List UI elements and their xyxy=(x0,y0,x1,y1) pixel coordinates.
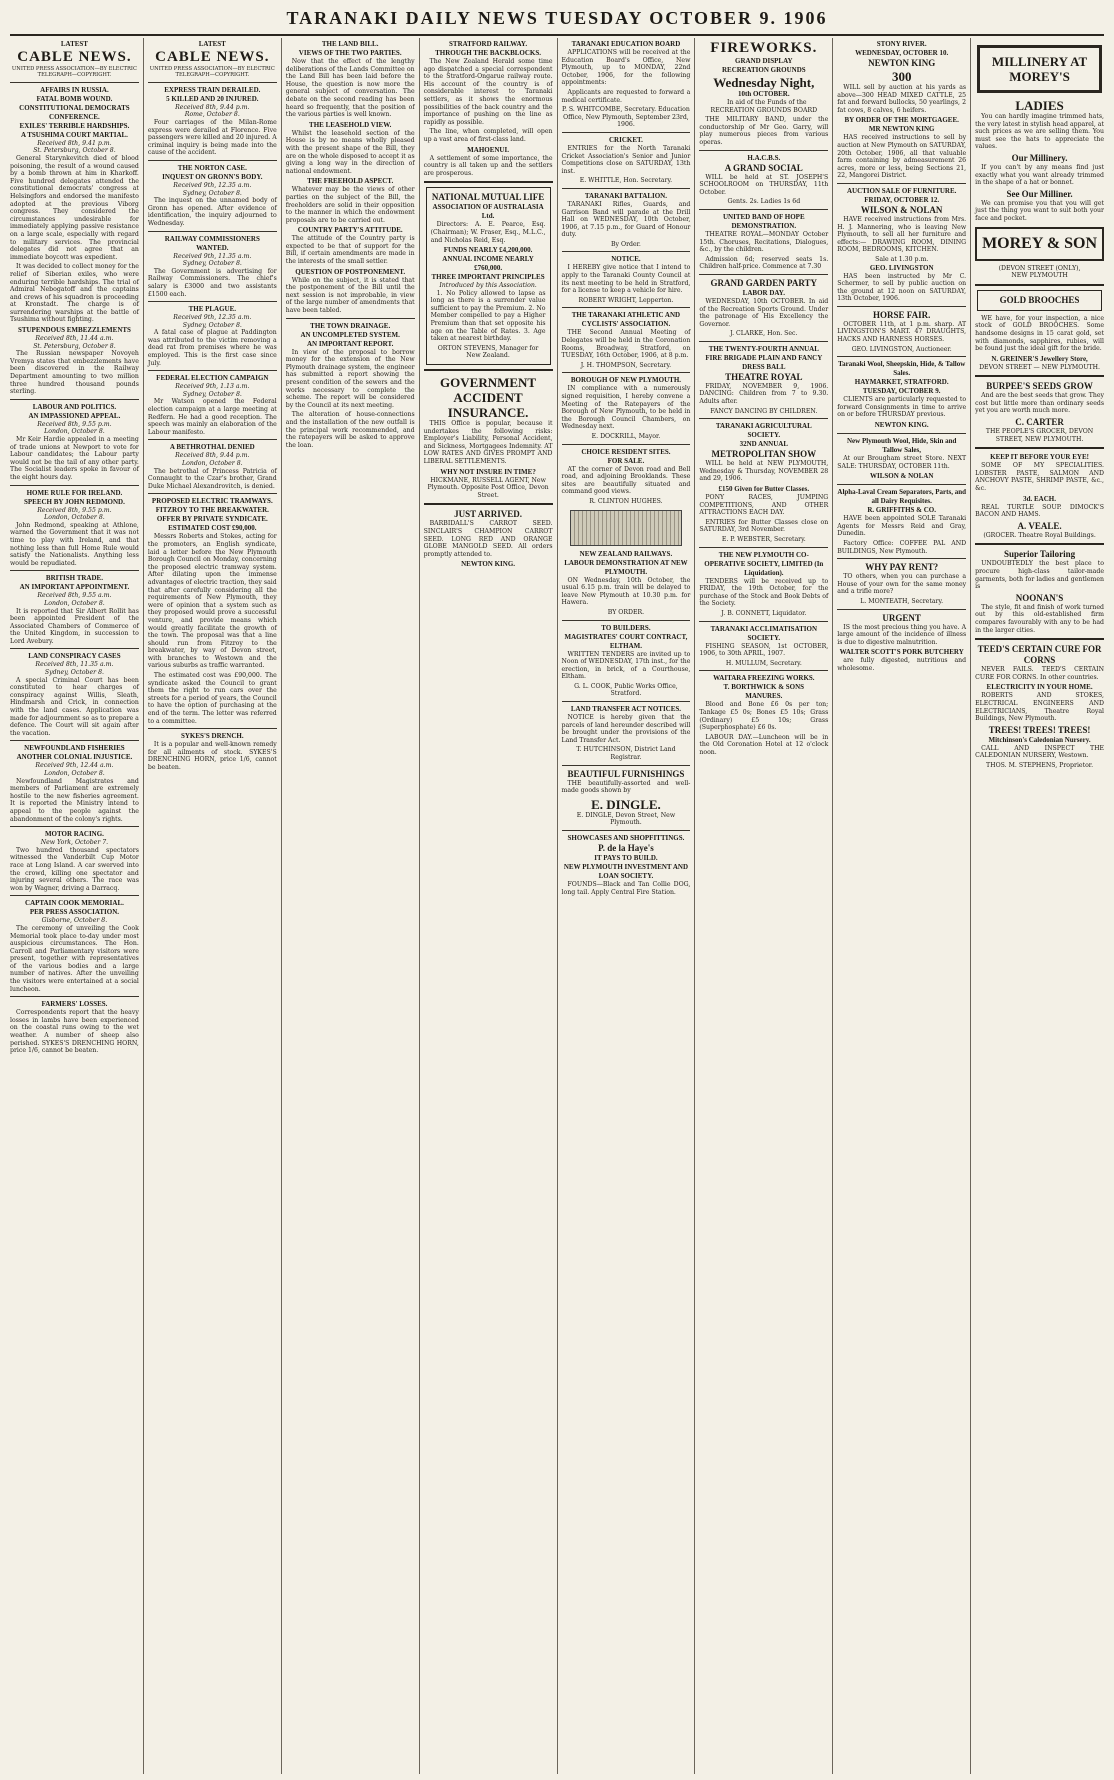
ad-text: TO others, when you can purchase a House of your own for the same money and a trifle more? xyxy=(837,573,967,596)
article-text: Correspondents report that the heavy losses in lambs have been experienced on the coastal runs owing to the wet weather. A number of sheep also perished. SYKES'S DRENCHING HORN, price 1/6, cannot be beaten. xyxy=(10,1009,139,1055)
notice-text: WRITTEN TENDERS are invited up to Noon of WEDNESDAY, 17th inst., for the erection, in brick, of a Courthouse, Eltham. xyxy=(561,650,691,681)
notice-text: IN compliance with a numerously signed requisition, I hereby convene a Meeting of the Ratepayers of the Borough of New Plymouth, to be held in the Borough Council Chambers, on Wednesday next. xyxy=(561,385,691,431)
subheading: FITZROY TO THE BREAKWATER. xyxy=(155,506,269,515)
article-heading: NEWFOUNDLAND FISHERIES xyxy=(24,744,125,753)
notice-heading: NEW ZEALAND RAILWAYS. xyxy=(579,549,673,558)
column-4 xyxy=(420,38,558,1774)
article-text: The inquest on the unnamed body of Gronn has opened. After evidence of identification, the inquiry adjourned to Wednesday. xyxy=(147,197,277,227)
ad-line: DEVON STREET — NEW PLYMOUTH. xyxy=(979,363,1101,371)
latest-label: LATEST xyxy=(198,40,226,48)
article-heading: STRATFORD RAILWAY. xyxy=(449,40,528,48)
ad-heading: NEWTON KING xyxy=(868,58,936,68)
ad-text: Blood and Bone £6 0s per ton; Tankage £5 0s; Bones £5 10s; Grass (Ordinary) £5 10s; Grass (Superphosphate) £6 0s. xyxy=(699,701,829,732)
article-heading: PROPOSED ELECTRIC TRAMWAYS. xyxy=(151,497,273,506)
article-heading: LABOUR AND POLITICS. xyxy=(32,402,117,411)
ad-text: CALL AND INSPECT THE CALEDONIAN NURSERY, Westown. xyxy=(975,744,1104,760)
notice-signature: J. H. THOMPSON, Secretary. xyxy=(580,361,672,369)
ad-heading: A. VEALE. xyxy=(1017,520,1062,531)
notice-text: Applicants are requested to forward a medical certificate. xyxy=(561,88,691,104)
notice-text: THE Second Annual Meeting of Delegates will be held in the Coronation Rooms, Broadway, Stratford, on TUESDAY, 16th October, 1906, at 8 p.m. xyxy=(561,329,691,360)
ad-heading: GOLD BROOCHES xyxy=(999,294,1080,305)
article-text: The New Zealand Herald some time ago dispatched a special correspondent to the Stratford-Ongarue railway route. His account of the country is of considerable interest to Taranaki settlers, as it shows the enormous possibilities of the back country and the importance of pushing on the line as rapidly as possible. xyxy=(423,58,553,126)
dateline: Sydney, October 8. xyxy=(182,321,242,329)
article-heading: LAND CONSPIRACY CASES xyxy=(28,652,121,661)
article-heading: THE PLAGUE. xyxy=(188,305,237,314)
dateline: St. Petersburg, October 8. xyxy=(33,342,116,350)
ad-text: At our Brougham street Store. NEXT SALE: THURSDAY, OCTOBER 11th. xyxy=(837,455,967,470)
ad-signature: HICKMANE, RUSSELL AGENT, New Plymouth. Opposite Post Office, Devon Street. xyxy=(427,476,549,499)
dateline: Received 8th, 9.55 a.m. xyxy=(37,592,112,600)
ad-subheading: 32ND ANNUAL xyxy=(739,440,789,449)
article-text: Whilst the leasehold section of the House is by no means wholly pleased with the present shape of the Bill, they are on the whole disposed to accept it as giving a long way in the direction of national endowment. xyxy=(285,129,415,175)
article-text: The betrothal of Princess Patricia of Connaught to the Czar's brother, Grand Duke Michael Alexandrovitch, is denied. xyxy=(147,467,277,490)
notice-signature: E. DOCKRILL, Mayor. xyxy=(591,432,661,440)
article-heading: A BETHROTHAL DENIED xyxy=(169,443,255,452)
ad-text: WILL be held at NEW PLYMOUTH, Wednesday & Thursday, NOVEMBER 28 and 29, 1906. xyxy=(699,460,829,483)
article-text: The attitude of the Country party is expected to be that of support for the Bill, if certain amendments are made in the interests of the small settler. xyxy=(285,235,415,266)
article-text: Now that the effect of the lengthy deliberations of the Lands Committee on the Land Bill has been laid before the House, the question is now more the general subject of conversation. The debate on the second reading has been heard so frequently, that the position of the various parties is well known. xyxy=(285,58,415,119)
ad-text: LABOUR DAY.—Luncheon will be in the Old Coronation Hotel at 12 o'clock noon. xyxy=(699,733,829,756)
subheading: ANOTHER COLONIAL INJUSTICE. xyxy=(16,753,133,762)
ad-heading: NEW PLYMOUTH INVESTMENT AND LOAN SOCIETY. xyxy=(563,863,689,880)
ad-text: THE beautifully-assorted and well-made goods shown by xyxy=(561,779,691,795)
ad-heading: Our Millinery. xyxy=(1011,152,1068,163)
ad-subheading: HAYMARKET, STRATFORD. xyxy=(854,378,949,387)
article-text: General Starynkevitch died of blood poisoning, the result of a wound caused by a bomb thrown at him in Kharkoff. Five hundred delegates attended the constitutional democrats' congress at Helsingfors and endorsed the manifesto adopted at the previous Viborg congress. They considered the circumstances undesirable for immediately applying passive resistance on a large scale, especially with regard to military services. The provincial delegates did not agree that an immediate boycott was expedient. xyxy=(10,155,139,261)
article-text: Mr Keir Hardie appealed in a meeting of trade unions at Newport to vote for Labour candidates; the Labour party would not be the tail of any other party. The Socialist leaders spoke in favour of the eight hours day. xyxy=(10,436,139,481)
subheading: FATAL BOMB WOUND. xyxy=(36,94,113,103)
columns xyxy=(6,38,1108,1774)
column-6 xyxy=(695,38,833,1774)
dateline: London, October 8. xyxy=(44,770,105,777)
ad-heading: THEATRE ROYAL xyxy=(725,371,803,382)
ad-heading: WHY PAY RENT? xyxy=(865,562,939,573)
ladies-heading: LADIES xyxy=(1015,98,1064,113)
ad-text: Admission 6d; reserved seats 1s. Children half-price. Commence at 7.30 xyxy=(699,255,829,271)
ad-heading: URGENT xyxy=(882,612,921,623)
notice-signature: By Order. xyxy=(610,240,641,248)
notice-text: FOUNDS—Black and Tan Collie DOG, long tail. Apply Central Fire Station. xyxy=(561,881,691,896)
notice-text: ON Wednesday, 10th October, the usual 6.15 p.m. train will be delayed to leave New Plymouth at 10.30 p.m. for Hawera. xyxy=(561,576,691,607)
article-text: A fatal case of plague at Paddington was attributed to the victim removing a dead rat from premises where he was employed. This is the first case since July. xyxy=(147,329,277,367)
article-heading: CAPTAIN COOK MEMORIAL. xyxy=(25,899,124,908)
ad-subheading: RECREATION GROUNDS xyxy=(721,66,806,74)
ad-text: 1. No Policy allowed to lapse as long as there is a surrender value sufficient to pay the Premium. 2. No Member compelled to pay a Higher Premium than that set opposite his age on the Table of Rates. 3. Age taken at nearest birthday. xyxy=(430,289,546,343)
ad-line: (GROCER. Theatre Royal Buildings. xyxy=(983,531,1096,539)
notice-heading: LAND TRANSFER ACT NOTICES. xyxy=(570,705,682,714)
ad-line: NEW PLYMOUTH xyxy=(1011,272,1068,280)
ad-text: The style, fit and finish of work turned out by this old-established firm compares favourably with any to be had in the larger cities. xyxy=(975,603,1104,634)
ad-heading: £150 Given for Butter Classes. xyxy=(718,485,810,494)
ad-subheading: BY ORDER OF THE MORTGAGEE. xyxy=(844,116,959,125)
article-heading: FEDERAL ELECTION CAMPAIGN xyxy=(156,374,269,383)
ad-heading: METROPOLITAN SHOW xyxy=(711,449,817,460)
fireworks-heading: FIREWORKS. xyxy=(710,40,818,56)
notice-subheading: LABOUR DEMONSTRATION AT NEW PLYMOUTH. xyxy=(564,558,688,576)
ad-text: THEATRE ROYAL—MONDAY October 15th. Choruses, Recitations, Dialogues, &c., by the children. xyxy=(699,230,829,254)
ad-line: Introduced by this Association. xyxy=(439,282,537,290)
ad-heading: 300 xyxy=(891,69,912,84)
ad-heading: NOONAN'S xyxy=(1015,592,1064,603)
masthead: TARANAKI DAILY NEWS TUESDAY OCTOBER 9. 1906 xyxy=(10,8,1104,36)
column-3 xyxy=(282,38,420,1774)
dateline: London, October 8. xyxy=(44,599,105,607)
ad-subheading: MANURES. xyxy=(745,692,783,701)
dateline: Received 8th, 9.41 p.m. xyxy=(37,139,112,147)
national-mutual-ad xyxy=(426,187,551,365)
ad-line: THREE IMPORTANT PRINCIPLES xyxy=(431,273,545,282)
dateline: Received 8th, 11.44 a.m. xyxy=(35,335,114,343)
latest-label: LATEST xyxy=(60,40,88,48)
article-heading: THE TOWN DRAINAGE. xyxy=(310,321,391,330)
dateline: Received 9th, 1.13 a.m. xyxy=(175,383,250,391)
train-illustration xyxy=(570,510,683,546)
ad-heading: 3d. EACH. xyxy=(1023,494,1056,503)
ad-signature: WILSON & NOLAN xyxy=(869,472,934,481)
article-text: Whatever may be the views of other parties on the subject of the Bill, the freeholders are solid in their opposition to the manner in which the endowment proposals are to be carried out. xyxy=(285,186,415,224)
notice-heading: TARANAKI EDUCATION BOARD xyxy=(571,40,681,48)
ad-signature: E. P. WEBSTER, Secretary. xyxy=(721,536,806,543)
ad-subheading: WEDNESDAY, OCTOBER 10. xyxy=(855,49,949,57)
millinery-heading: MILLINERY AT MOREY'S xyxy=(991,54,1088,84)
subheading: COUNTRY PARTY'S ATTITUDE. xyxy=(297,226,403,235)
subheading: MAHOENUI. xyxy=(467,145,509,154)
ad-heading: THE NEW PLYMOUTH CO-OPERATIVE SOCIETY, LIMITED (In Liquidation). xyxy=(704,550,824,577)
ad-text: WILL sell by auction at his yards as above—300 HEAD MIXED CATTLE, 25 fat and forward bullocks, 50 yearlings, 2 fat cows, 8 calves, 6 heifers. xyxy=(837,84,967,114)
dateline: Received 9th, 12.35 a.m. xyxy=(173,314,252,322)
notice-heading: TARANAKI BATTALION. xyxy=(584,191,667,200)
ad-text: UNDOUBTEDLY the best place to procure high-class tailor-made garments, both for ladies and gentlemen is xyxy=(975,560,1104,591)
ad-heading: IT PAYS TO BUILD. xyxy=(594,854,658,862)
ad-text: And are the best seeds that grow. They cost but little more than ordinary seeds yet you are worth much more. xyxy=(975,392,1104,415)
ad-signature: L. MONTEATH, Secretary. xyxy=(860,597,944,605)
ad-line: (DEVON STREET (ONLY), xyxy=(998,264,1081,272)
ad-heading: N. GREINER'S Jewellery Store, xyxy=(991,354,1088,363)
ad-heading: TARANAKI ACCLIMATISATION SOCIETY. xyxy=(710,624,817,642)
notice-signature: P. S. WHITCOMBE, Secretary. Education Office, New Plymouth, September 23rd, 1906. xyxy=(562,106,690,129)
article-heading: THE LAND BILL. xyxy=(321,40,379,48)
subheading: VIEWS OF THE TWO PARTIES. xyxy=(298,49,402,57)
notice-heading: NOTICE. xyxy=(611,255,641,264)
ad-text: OCTOBER 11th, at 1 p.m. sharp. AT LIVINGSTON'S MART. 47 DRAUGHTS, HACKS AND HARNESS HORSES. xyxy=(837,320,967,344)
ad-signature: NEWTON KING. xyxy=(874,421,929,430)
subheading: PER PRESS ASSOCIATION. xyxy=(29,908,120,917)
ad-heading: KEEP IT BEFORE YOUR EYE! xyxy=(990,453,1089,462)
ad-heading: TARANAKI AGRICULTURAL SOCIETY. xyxy=(715,422,812,440)
article-heading: MOTOR RACING. xyxy=(44,830,104,839)
assoc-line: UNITED PRESS ASSOCIATION—BY ELECTRIC TELEGRAPH—COPYRIGHT. xyxy=(149,66,275,79)
ad-text: are fully digested, nutritious and wholesome. xyxy=(837,657,967,672)
ad-heading: See Our Milliner. xyxy=(1006,188,1073,199)
ad-line: ANNUAL INCOME NEARLY £760,000. xyxy=(442,255,534,273)
article-text: It is a popular and well-known remedy for all ailments of stock. SYKES'S DRENCHING HORN, price 1/6, cannot be beaten. xyxy=(147,741,277,771)
ad-text: HAVE received instructions from Mrs. H. J. Mannering, who is leaving New Plymouth, to sell all her furniture and effects:— DRAWING ROOM, DINING ROOM, BEDROOMS, KITCHEN. xyxy=(837,215,967,254)
ad-heading: WAITARA FREEZING WORKS. xyxy=(713,674,815,683)
ad-text: SOME OF MY SPECIALITIES. LOBSTER PASTE, SALMON AND ANCHOVY PASTE, SHRIMP PASTE, &c., &c. xyxy=(975,462,1104,493)
cable-news-heading: CABLE NEWS. xyxy=(17,49,132,65)
ad-subheading: TUESDAY, OCTOBER 9. xyxy=(862,387,941,396)
ad-text: BARBIDALL'S CARROT SEED. SINCLAIR'S CHAMPION CARROT SEED. LONG RED AND ORANGE GLOBE MANGOLD SEED. All orders promptly attended to. xyxy=(423,520,553,558)
subheading: AN IMPORTANT APPOINTMENT. xyxy=(19,583,130,592)
article-text: The Government is advertising for Railway Commissioners. The chief's salary is £3000 and two assistants £1500 each. xyxy=(147,267,277,298)
ad-subheading: 10th OCTOBER. xyxy=(738,90,790,98)
dateline: Received 8th, 9.55 p.m. xyxy=(37,420,112,428)
ad-text: NEVER FAILS. TEED'S CERTAIN CURE FOR CORNS. In other countries. xyxy=(975,666,1104,681)
subheading: A TSUSHIMA COURT MARTIAL. xyxy=(20,130,128,139)
notice-signature: ROBERT WRIGHT, Lepperton. xyxy=(578,296,674,304)
ad-text: HAVE been appointed SOLE Taranaki Agents for Messrs Reid and Gray, Dunedin. xyxy=(837,515,967,538)
ad-signature: J. B. CONNETT, Liquidator. xyxy=(721,609,807,617)
ad-text: PONY RACES, JUMPING COMPETITIONS, AND OTHER ATTRACTIONS EACH DAY. xyxy=(699,494,829,517)
ad-line: WHY NOT INSURE IN TIME? xyxy=(440,467,536,476)
notice-subheading: FOR SALE. xyxy=(607,456,645,465)
subheading: INQUEST ON GRONN'S BODY. xyxy=(162,172,263,181)
ad-heading: H.A.C.B.S. xyxy=(747,153,781,162)
ad-subheading: FRIDAY, OCTOBER 12. xyxy=(864,195,940,204)
ad-text: ROBERTS AND STOKES, ELECTRICAL ENGINEERS AND ELECTRICIANS, Theatre Royal Buildings, New Plymouth. xyxy=(975,692,1104,723)
ad-heading: WILSON & NOLAN xyxy=(860,204,943,215)
ad-text: You can hardly imagine trimmed hats, the very latest in stylish head apparel, at such prices as we are selling them. You must see the hats to appreciate the values. xyxy=(975,113,1104,151)
column-5 xyxy=(558,38,696,1774)
notice-signature: E. WHITTLE, Hon. Secretary. xyxy=(579,177,673,185)
dateline: Rome, October 8. xyxy=(184,111,240,119)
subheading: AN UNCOMPLETED SYSTEM. xyxy=(300,330,400,339)
article-text: Messrs Roberts and Stokes, acting for the promoters, an English syndicate, laid a letter before the New Plymouth Borough Council on Monday, concerning the proposed electric tramway system. After dilating upon the immense advantages of electric traction, they said that after carefully considering all the requirements of New Plymouth, they were of opinion that a system such as they proposed would prove a successful venture, and provide means which would greatly facilitate the growth of the town. The proposal was that a line should run from Fitzroy to the breakwater, by way of Devon street, with branches to Westown and the various suburbs as traffic warranted. xyxy=(147,533,277,670)
ad-text: In aid of the Funds of the RECREATION GROUNDS BOARD xyxy=(710,99,818,114)
column-1 xyxy=(6,38,144,1774)
ad-subheading: GRAND DISPLAY xyxy=(735,57,793,65)
dateline: Received 8th, 11.35 a.m. xyxy=(35,661,114,669)
dateline: Received 9th, 11.35 a.m. xyxy=(173,252,252,260)
article-text: It was decided to collect money for the relief of Siberian exiles, who were enduring terrible hardships. The trial of Admiral Nebogatoff and the captains and crews of his squadron is proceeding at Kronstadt. The charge is of surrendering warships at the battle of Tsushima without fighting. xyxy=(10,263,139,324)
ad-heading: MR NEWTON KING xyxy=(868,125,935,134)
subheading: THE LEASEHOLD VIEW. xyxy=(309,120,392,129)
ad-text: WILL be held at ST. JOSEPH'S SCHOOLROOM on THURSDAY, 11th October. xyxy=(699,173,829,196)
ad-signature: H. MULLUM, Secretary. xyxy=(725,659,802,667)
ad-heading: GEO. LIVINGSTON xyxy=(869,263,934,272)
notice-heading: THE TARANAKI ATHLETIC AND CYCLISTS' ASSOCIATION. xyxy=(571,311,681,329)
ad-heading: Taranaki Wool, Sheepskin, Hide, & Tallow Sales. xyxy=(838,360,966,378)
ad-text: WEDNESDAY, 10th OCTOBER. In aid of the Recreation Sports Ground. Under the patronage of His Excellency the Governor. xyxy=(699,297,829,328)
ad-heading: Wednesday Night, xyxy=(713,75,815,90)
notice-signature: BY ORDER. xyxy=(607,608,645,616)
subheading: AN IMPORTANT REPORT. xyxy=(306,339,394,348)
subheading: THROUGH THE BACKBLOCKS. xyxy=(435,49,541,57)
dateline: Received 8th, 9.55 p.m. xyxy=(37,506,112,514)
article-heading: FARMERS' LOSSES. xyxy=(41,1000,108,1009)
morey-and-son-ad: MOREY & SON xyxy=(975,227,1104,261)
notice-heading: TO BUILDERS. xyxy=(601,623,651,632)
ad-line: Sale at 1.30 p.m. xyxy=(875,255,929,263)
dateline: London, October 8. xyxy=(182,460,243,467)
ad-text: ENTRIES for Butter Classes close on SATURDAY, 3rd November. xyxy=(699,518,829,534)
notice-text: NOTICE is hereby given that the parcels of land hereunder described will be brought under the provisions of the Land Transfer Act. xyxy=(561,714,691,744)
ad-heading: AUCTION SALE OF FURNITURE. xyxy=(846,186,957,195)
ad-signature: E. DINGLE, Devon Street, New Plymouth. xyxy=(576,811,676,827)
notice-text: I HEREBY give notice that I intend to apply to the Taranaki County Council at its next meeting to be held in Stratford, for a license to keep a vehicle for hire. xyxy=(561,264,691,295)
ad-heading: A GRAND SOCIAL xyxy=(724,162,803,173)
cable-news-heading: CABLE NEWS. xyxy=(155,49,270,65)
ad-text: CLIENTS are particularly requested to forward Consignments in time to arrive on or before THURSDAY previous. xyxy=(837,396,967,419)
notice-heading: CHOICE RESIDENT SITES. xyxy=(581,447,671,456)
ad-text: REAL TURTLE SOUP. DIMOCK'S BACON AND HAMS. xyxy=(975,503,1104,519)
ad-signature: THOS. M. STEPHENS, Proprietor. xyxy=(986,761,1094,769)
article-heading: EXPRESS TRAIN DERAILED. xyxy=(164,85,261,94)
millinery-ad xyxy=(977,45,1102,93)
notice-subheading: MAGISTRATES' COURT CONTRACT, ELTHAM. xyxy=(564,632,688,650)
ad-heading: C. CARTER xyxy=(1015,417,1064,428)
column-7 xyxy=(833,38,971,1774)
article-heading: RAILWAY COMMISSIONERS WANTED. xyxy=(164,234,260,252)
dateline: Sydney, October 8. xyxy=(182,189,242,197)
notice-heading: BOROUGH OF NEW PLYMOUTH. xyxy=(570,376,682,385)
ad-heading: Superior Tailoring xyxy=(1004,549,1076,560)
ad-text: FISHING SEASON, 1st OCTOBER, 1906, to 30th APRIL, 1907. xyxy=(699,642,829,658)
article-heading: STUPENDOUS EMBEZZLEMENTS xyxy=(17,326,131,335)
article-text: While on the subject, it is stated that the postponement of the Bill until the next session is not improbable, in view of the large number of amendments that have been tabled. xyxy=(285,276,415,315)
ad-line: FUNDS NEARLY £4,200,000. xyxy=(443,246,533,255)
ad-heading: TREES! TREES! TREES! xyxy=(988,724,1091,735)
dateline: Sydney, October 8. xyxy=(182,390,242,398)
dateline: Received 9th, 12.35 a.m. xyxy=(173,181,252,189)
dateline: London, October 8. xyxy=(44,428,105,436)
article-heading: BRITISH TRADE. xyxy=(45,574,103,583)
ad-heading: SHOWCASES AND SHOPFITTINGS. xyxy=(567,834,685,842)
ad-text: We can promise you that you will get just the thing you want to suit both your face and pocket. xyxy=(975,199,1104,222)
dateline: Sydney, October 8. xyxy=(182,260,242,268)
subheading: AN IMPASSIONED APPEAL. xyxy=(28,411,121,420)
dateline: Received 8th, 9.44 p.m. xyxy=(175,452,250,460)
article-text: The Russian newspaper Novoyeh Vremya states that embezzlements have been discovered in the Railway Department amounting to two million three hundred thousand pounds sterling. xyxy=(10,350,139,396)
subheading: OFFER BY PRIVATE SYNDICATE. xyxy=(156,515,268,524)
ad-signature: ORTON STEVENS, Manager for New Zealand. xyxy=(437,344,539,360)
article-text: Newfoundland Magistrates and members of Parliament are extremely hostile to the new fisheries agreement. It is reported the Ministry intend to appeal to the people against the abandonment of the colony's rights. xyxy=(10,777,139,823)
ad-subheading: LABOR DAY. xyxy=(742,288,785,297)
article-text: Two hundred thousand spectators witnessed the Vanderbilt Cup Motor race at Long Island. A car swerved into the crowd, killing one spectator and injuring several others. The race was won by Wagner, driving a Darracq. xyxy=(10,846,139,892)
ad-heading: BURPEE'S SEEDS GROW xyxy=(986,381,1093,392)
ad-heading: BEAUTIFUL FURNISHINGS xyxy=(567,768,685,779)
dateline: Received 9th, 12.44 a.m. xyxy=(35,762,114,770)
article-text: Four carriages of the Milan-Rome express were derailed at Florence. Five passengers were killed and 20 injured. A criminal inquiry is being made into the cause of the accident. xyxy=(147,119,277,157)
ad-text: Factory Office: COFFEE PAL AND BUILDINGS, New Plymouth. xyxy=(837,540,967,555)
ad-heading: UNITED BAND OF HOPE DEMONSTRATION. xyxy=(723,212,805,230)
dateline: Sydney, October 8. xyxy=(44,669,105,677)
notice-text: APPLICATIONS will be received at the Education Board's Office, New Plymouth, up to MONDAY, 22nd October, 1906, for the following appointments: xyxy=(561,49,691,87)
ad-heading: TEED'S CERTAIN CURE FOR CORNS xyxy=(977,644,1102,666)
article-text: John Redmond, speaking at Athlone, warned the Government that it was not time to play with Ireland, and that nothing less than full Home Rule would satisfy the Nationalists. Anything less would be repudiated. xyxy=(10,521,139,567)
notice-text: AT the corner of Devon road and Bell road, and adjoining Brooklands. These sites are beautifully situated and command good views. xyxy=(561,465,691,496)
notice-heading: CRICKET. xyxy=(608,135,643,144)
column-8 xyxy=(971,38,1108,1774)
subheading: CONSTITUTIONAL DEMOCRATS CONFERENCE. xyxy=(19,103,130,121)
article-text: Mr Watson opened the Federal election campaign at a large meeting at Redfern. He had a good reception. The speech was mainly an elaboration of the Labour manifesto. xyxy=(147,398,277,436)
ad-text: THIS Office is popular, because it undertakes the following risks: Employer's Liability, Personal Accident, and Sickness, Mortgagees Indemnity. AT LOW RATES AND GIVES PROMPT AND LIBERAL SETTLEMENTS. xyxy=(423,420,553,465)
ad-heading: FIRE BRIGADE PLAIN AND FANCY DRESS BALL xyxy=(705,353,823,371)
ad-heading: JUST ARRIVED. xyxy=(454,509,522,520)
notice-signature: T. HUTCHINSON, District Land Registrar. xyxy=(576,746,676,762)
ad-heading: Alpha-Laval Cream Separators, Parts, and all Dairy Requisites. xyxy=(837,488,966,506)
ad-heading: THE TWENTY-FOURTH ANNUAL xyxy=(708,344,819,353)
ad-heading: STONY RIVER. xyxy=(876,40,927,48)
ad-line: FANCY DANCING BY CHILDREN. xyxy=(710,407,818,415)
dateline: St. Petersburg, October 8. xyxy=(33,147,116,155)
article-text: In view of the proposal to borrow money for the extension of the New Plymouth drainage system, the engineer has submitted a report showing the present condition of the sewers and the works necessary to complete the scheme. The report will be considered by the Council at its next meeting. xyxy=(285,348,415,409)
dateline: New York, October 7. xyxy=(40,839,109,847)
dateline: Received 8th, 9.44 p.m. xyxy=(175,103,250,111)
ad-heading: GOVERNMENT ACCIDENT INSURANCE. xyxy=(440,375,537,421)
subheading: QUESTION OF POSTPONEMENT. xyxy=(295,267,406,276)
subheading: ESTIMATED COST £90,000. xyxy=(168,524,257,533)
ad-heading: WALTER SCOTT'S PORK BUTCHERY xyxy=(839,648,964,657)
ad-heading: New Plymouth Wool, Hide, Skin and Tallow Sales, xyxy=(847,437,957,455)
article-text: The estimated cost was £90,000. The syndicate asked the Council to grant them the right to run cars over the streets for a period of years, the Council to have the option of purchasing at the end of the term. The letter was referred to a committee. xyxy=(147,672,277,725)
article-text: The alteration of house-connections and the installation of the new outfall is the principal work recommended, and the ratepayers will be asked to approve the loan. xyxy=(285,411,415,449)
article-heading: HOME RULE FOR IRELAND. xyxy=(26,488,123,497)
assoc-line: UNITED PRESS ASSOCIATION—BY ELECTRIC TELEGRAPH—COPYRIGHT. xyxy=(11,66,137,79)
dateline: London, October 8. xyxy=(44,514,105,522)
ad-subheading: R. GRIFFITHS & CO. xyxy=(867,506,937,515)
notice-signature: R. CLINTON HUGHES. xyxy=(589,497,663,505)
ad-heading: NATIONAL MUTUAL LIFE xyxy=(431,192,545,203)
ad-heading: GRAND GARDEN PARTY xyxy=(710,277,818,288)
subheading: SPEECH BY JOHN REDMOND. xyxy=(24,497,125,506)
ad-heading: ELECTRICITY IN YOUR HOME. xyxy=(986,683,1093,692)
ad-text: Directors: A. E. Pearce, Esq. (Chairman); W. Fraser, Esq., M.L.C., and Nicholas Reid, Esq. xyxy=(430,221,546,244)
dateline: Gisborne, October 8. xyxy=(41,917,108,925)
article-text: A special Criminal Court has been constituted to hear charges of conspiracy against Willis, Sleath, Hindmarsh and Crick, in connection with the land cases. Application was made for adjournment so as to prepare a defence. The Court will sit again after the vacation. xyxy=(10,676,139,737)
gold-brooches-ad xyxy=(977,290,1102,311)
ad-text: TENDERS will be received up to FRIDAY, the 19th October, for the purchase of the Stock and Book Debts of the Society. xyxy=(699,577,829,608)
article-text: It is reported that Sir Albert Rollit has been appointed President of the Associated Chambers of Commerce of the United Kingdom, in succession to Lord Avebury. xyxy=(10,607,139,645)
notice-text: ENTRIES for the North Taranaki Cricket Association's Senior and Junior Competitions close on SATURDAY, 13th inst. xyxy=(561,144,691,175)
ad-heading: P. de la Haye's xyxy=(598,843,654,853)
ad-heading: T. BORTHWICK & SONS xyxy=(723,683,805,692)
ad-text: FRIDAY, NOVEMBER 9, 1906. DANCING: Children from 7 to 9.30. Adults after. xyxy=(699,382,829,406)
ad-subheading: ASSOCIATION OF AUSTRALASIA Ltd. xyxy=(432,203,544,221)
article-heading: SYKES'S DRENCH. xyxy=(180,732,244,741)
subheading: 5 KILLED AND 20 INJURED. xyxy=(166,94,259,103)
notice-text: TARANAKI Rifles, Guards, and Garrison Band will parade at the Drill Hall on WEDNESDAY, 10th October, 1906, at 7.15 p.m., for Guard of Honour duty. xyxy=(561,200,691,239)
ad-line: THE PEOPLE'S GROCER, DEVON STREET, NEW PLYMOUTH. xyxy=(985,428,1094,443)
article-text: The line, when completed, will open up a vast area of first-class land. xyxy=(423,128,553,143)
article-text: The ceremony of unveiling the Cook Memorial took place to-day under most auspicious circumstances. The Hon. Carroll and Parliamentary visitors were present, together with representatives of the various bodies and a large number of natives. After the unveiling the visitors were entertained at a social luncheon. xyxy=(10,924,139,993)
subheading: THE FREEHOLD ASPECT. xyxy=(307,177,394,186)
ad-text: If you can't by any means find just exactly what you want already trimmed in the shape of a hat or bonnet. xyxy=(975,163,1104,187)
ad-line: Gents. 2s. Ladies 1s 6d xyxy=(727,198,801,206)
article-text: A settlement of some importance, the country is all taken up and the settlers are prosperous. xyxy=(423,154,553,177)
ad-text: HAS received instructions to sell by auction at New Plymouth on SATURDAY, 20th October, 1906, all that valuable farm containing by admeasurement 26 acres, more or less, being Sections 21, 22, Mangorei District. xyxy=(837,134,967,180)
ad-signature: J. CLARKE, Hon. Sec. xyxy=(730,330,798,338)
ad-text: WE have, for your inspection, a nice stock of GOLD BROOCHES. Some handsome designs in 15 carat gold, set with diamonds, sapphires, rubies, will be found just the ideal gift for the bride. xyxy=(975,314,1104,353)
ad-text: HAS been instructed by Mr C. Schermer, to sell by public auction on the ground at 12 noon on SATURDAY, 13th October, 1906. xyxy=(837,272,967,303)
article-heading: AFFAIRS IN RUSSIA. xyxy=(40,85,109,94)
ad-text: THE MILITARY BAND, under the conductorship of Mr Geo. Garry, will play numerous pieces from various operas. xyxy=(699,116,829,146)
article-heading: THE NORTON CASE. xyxy=(177,163,247,172)
ad-text: IS the most precious thing you have. A large amount of the incidence of illness is due to digestive malnutrition. xyxy=(837,623,967,646)
subheading: EXILES' TERRIBLE HARDSHIPS. xyxy=(19,121,130,130)
ad-signature: NEWTON KING. xyxy=(461,560,516,569)
notice-signature: G. L. COOK, Public Works Office, Stratford. xyxy=(574,682,678,698)
ad-heading: E. DINGLE. xyxy=(591,796,661,812)
column-2 xyxy=(144,38,282,1774)
ad-heading: HORSE FAIR. xyxy=(873,309,931,320)
ad-signature: GEO. LIVINGSTON, Auctioneer. xyxy=(851,345,952,353)
ad-subheading: Mitchinson's Caledonian Nursery. xyxy=(988,735,1091,744)
